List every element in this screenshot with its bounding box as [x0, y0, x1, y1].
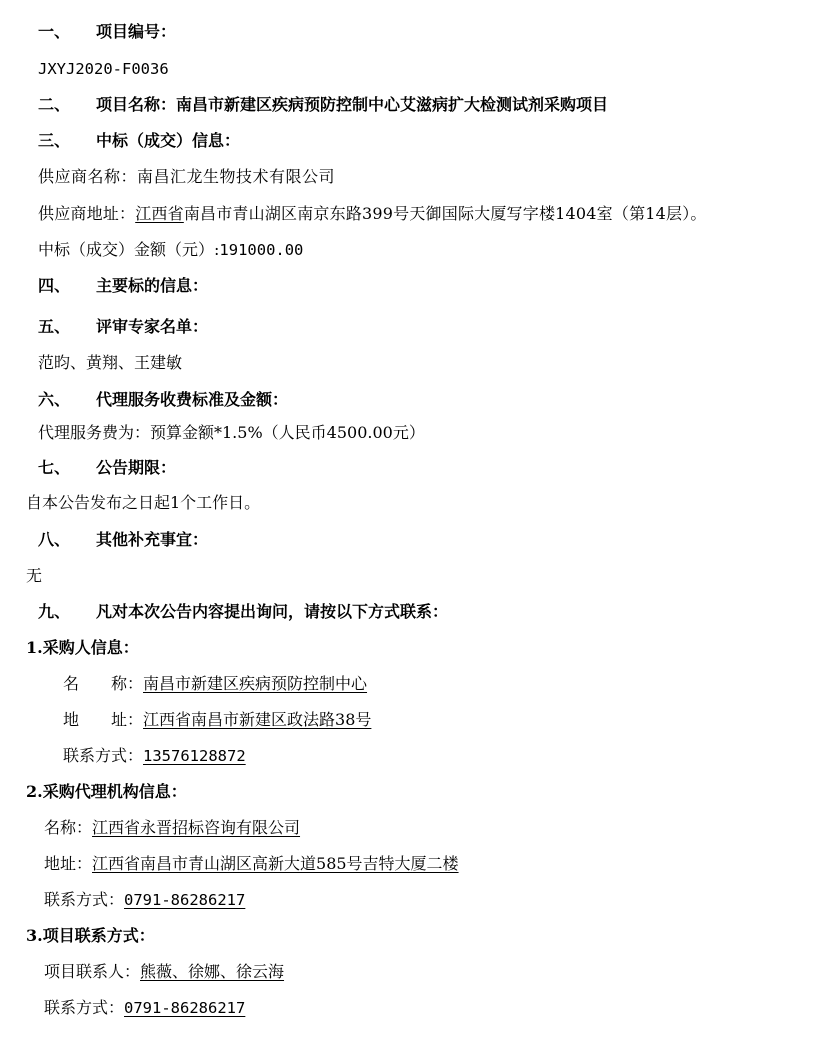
notice-period: 自本公告发布之日起1个工作日。: [26, 493, 261, 512]
section-title: 项目编号：: [96, 22, 177, 41]
section-9-heading: [38, 601, 448, 623]
section-4-heading: [38, 275, 208, 297]
section-title: 凡对本次公告内容提出询问，请按以下方式联系：: [96, 602, 449, 621]
supplier-address-label: 供应商地址：: [38, 204, 136, 223]
purchaser-name-value: 南昌市新建区疾病预防控制中心: [143, 674, 368, 693]
section-number: 四、: [38, 276, 71, 295]
section-number: 二、: [38, 95, 71, 114]
section-6-heading: [38, 389, 288, 411]
agency-name-value: 江西省永晋招标咨询有限公司: [92, 818, 301, 837]
section-3-heading: [38, 130, 240, 152]
expert-list: 范昀、黄翔、王建敏: [38, 353, 183, 372]
section-1-heading: [38, 21, 176, 43]
award-amount-label: 中标（成交）金额（元）:: [38, 240, 220, 259]
supplier-name-value: 南昌汇龙生物技术有限公司: [137, 167, 336, 186]
purchaser-contact-label: 联系方式：: [63, 746, 144, 765]
agency-contact-value: 0791-86286217: [124, 891, 246, 909]
purchaser-address-label: 地 址：: [63, 710, 144, 729]
project-person-row: [44, 961, 284, 983]
section-title: 其他补充事宜：: [96, 530, 209, 549]
award-amount-row: [38, 239, 303, 261]
section-number: 七、: [38, 458, 71, 477]
section-title: 公告期限：: [96, 458, 177, 477]
section-title: 代理服务收费标准及金额：: [96, 390, 289, 409]
project-contact-label: 联系方式：: [44, 998, 125, 1017]
purchaser-name-label: 名 称：: [63, 674, 144, 693]
section-number: 八、: [38, 530, 71, 549]
purchaser-address-row: [63, 709, 371, 731]
agency-address-row: [44, 853, 459, 875]
section-title: 中标（成交）信息：: [96, 131, 241, 150]
section-number: 五、: [38, 317, 71, 336]
project-person-value: 熊薇、徐娜、徐云海: [140, 962, 285, 981]
section-7-heading: [38, 457, 176, 479]
supplier-address-value: 南昌市青山湖区南京东路399号天御国际大厦写字楼1404室（第14层）。: [183, 204, 707, 223]
purchaser-contact-value: 13576128872: [143, 747, 246, 765]
project-person-label: 项目联系人：: [44, 962, 141, 981]
award-amount-value: 191000.00: [219, 241, 304, 259]
purchaser-address-value: 江西省南昌市新建区政法路38号: [143, 710, 372, 729]
project-code: JXYJ2020-F0036: [38, 60, 169, 78]
purchaser-contact-row: [63, 745, 246, 767]
section-number: 六、: [38, 390, 71, 409]
supplier-address-province: 江西省: [135, 204, 184, 223]
project-contact-value: 0791-86286217: [124, 999, 246, 1017]
project-contact-heading: 3.项目联系方式：: [26, 926, 155, 945]
purchaser-name-row: [63, 673, 367, 695]
agency-heading: 2.采购代理机构信息：: [26, 782, 187, 801]
supplier-name-row: [38, 166, 335, 188]
section-title: 项目名称：: [96, 95, 177, 114]
section-8-heading: [38, 529, 208, 551]
agency-fee: 代理服务费为：预算金额*1.5%（人民币4500.00元）: [38, 423, 425, 442]
supplier-name-label: 供应商名称：: [38, 167, 138, 186]
supplementary-note: 无: [26, 566, 43, 585]
section-number: 三、: [38, 131, 71, 150]
section-title: 主要标的信息：: [96, 276, 209, 295]
project-contact-row: [44, 997, 245, 1019]
agency-contact-row: [44, 889, 245, 911]
section-5-heading: [38, 316, 208, 338]
agency-name-row: [44, 817, 300, 839]
section-number: 九、: [38, 602, 71, 621]
agency-contact-label: 联系方式：: [44, 890, 125, 909]
section-title: 评审专家名单：: [96, 317, 209, 336]
section-2-heading: [38, 94, 608, 116]
purchaser-heading: 1.采购人信息：: [26, 638, 139, 657]
section-number: 一、: [38, 22, 71, 41]
agency-address-label: 地址：: [44, 854, 93, 873]
project-name: 南昌市新建区疾病预防控制中心艾滋病扩大检测试剂采购项目: [176, 95, 609, 114]
agency-name-label: 名称：: [44, 818, 93, 837]
agency-address-value: 江西省南昌市青山湖区高新大道585号吉特大厦二楼: [92, 854, 459, 873]
supplier-address-row: [38, 203, 707, 225]
